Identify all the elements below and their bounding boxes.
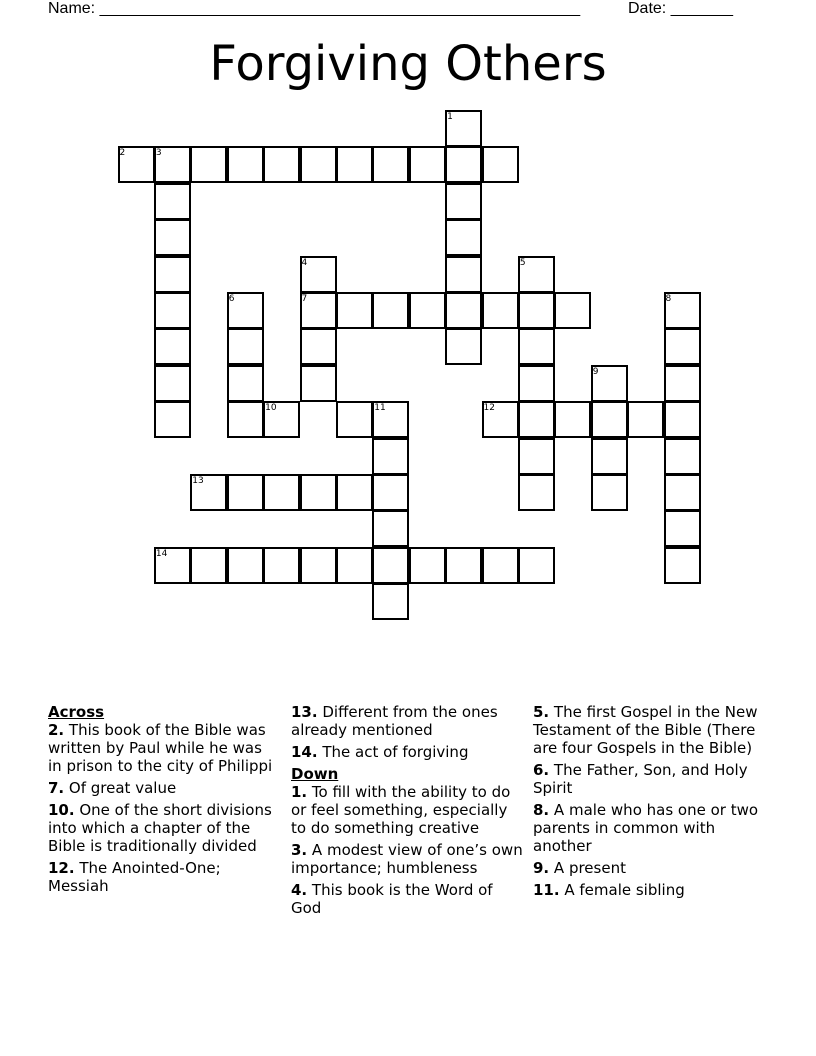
crossword-cell[interactable] [372, 474, 409, 511]
crossword-cell[interactable] [664, 365, 701, 402]
crossword-cell[interactable] [263, 474, 300, 511]
crossword-cell[interactable] [518, 365, 555, 402]
crossword-cell[interactable] [227, 365, 264, 402]
crossword-cell[interactable] [664, 474, 701, 511]
crossword-cell[interactable] [409, 292, 446, 329]
cell-number: 4 [301, 257, 308, 268]
crossword-cell[interactable] [227, 328, 264, 365]
crossword-cell[interactable] [263, 547, 300, 584]
crossword-cell[interactable] [154, 365, 191, 402]
crossword-cell[interactable] [409, 146, 446, 183]
cell-number: 13 [192, 476, 204, 486]
crossword-cell[interactable] [190, 146, 227, 183]
name-label: Name: [48, 0, 96, 17]
crossword-cell[interactable] [482, 146, 519, 183]
across-heading: Across [48, 703, 105, 721]
cell-number: 9 [592, 366, 599, 377]
crossword-cell[interactable] [445, 547, 482, 584]
crossword-cell[interactable] [336, 547, 373, 584]
date-line: _______ [670, 0, 733, 17]
crossword-cell[interactable] [300, 547, 337, 584]
clue-down-11: 11. A female sibling [533, 881, 685, 899]
cell-number: 8 [665, 294, 672, 304]
crossword-cell[interactable] [372, 583, 409, 620]
down-heading: Down [291, 765, 339, 783]
clues-column-3 [533, 703, 773, 903]
crossword-cell[interactable] [227, 146, 264, 183]
cell-number: 14 [155, 548, 168, 559]
crossword-cell[interactable] [664, 510, 701, 547]
crossword-cell[interactable] [591, 474, 628, 511]
clue-across-14: 14. The act of forgiving [291, 743, 469, 761]
cell-number: 2 [119, 148, 126, 159]
crossword-cell[interactable] [300, 146, 337, 183]
cell-number: 11 [374, 403, 386, 414]
clue-down-4: 4. This book is the Word of God [291, 881, 493, 917]
clue-across-13: 13. Different from the ones already mentioned [291, 703, 498, 739]
crossword-cell[interactable] [627, 401, 664, 438]
crossword-cell[interactable] [664, 547, 701, 584]
crossword-cell[interactable] [664, 328, 701, 365]
crossword-cell[interactable] [554, 401, 591, 438]
cell-number: 7 [301, 294, 308, 304]
crossword-cell[interactable] [190, 547, 227, 584]
crossword-cell[interactable] [300, 365, 337, 402]
clue-down-3: 3. A modest view of one’s own importance; humbleness [291, 841, 523, 877]
crossword-cell[interactable] [372, 547, 409, 584]
crossword-cell[interactable] [445, 183, 482, 220]
cell-number: 1 [447, 112, 453, 122]
crossword-cell[interactable] [591, 401, 628, 438]
crossword-cell[interactable] [300, 474, 337, 511]
crossword-cell[interactable] [336, 146, 373, 183]
crossword-cell[interactable] [336, 474, 373, 511]
cell-number: 12 [483, 403, 495, 414]
clues-column-2 [291, 703, 523, 921]
clue-across-7: 7. Of great value [48, 779, 177, 797]
crossword-cell[interactable] [227, 547, 264, 584]
crossword-cell[interactable] [372, 510, 409, 547]
crossword-cell[interactable] [154, 328, 191, 365]
crossword-cell[interactable] [518, 292, 555, 329]
name-line: ______________________________________________________ [99, 0, 581, 17]
crossword-cell[interactable] [336, 401, 373, 438]
crossword-cell[interactable] [518, 547, 555, 584]
crossword-cell[interactable] [664, 401, 701, 438]
cell-number: 5 [519, 257, 526, 268]
crossword-cell[interactable] [518, 401, 555, 438]
crossword-cell[interactable] [482, 547, 519, 584]
cell-number: 10 [265, 403, 277, 414]
crossword-cell[interactable] [154, 183, 191, 220]
crossword-cell[interactable] [409, 547, 446, 584]
crossword-cell[interactable] [154, 219, 191, 256]
crossword-cell[interactable] [372, 146, 409, 183]
crossword-cell[interactable] [518, 438, 555, 475]
crossword-cell[interactable] [445, 256, 482, 293]
clues-column-1 [48, 703, 280, 899]
crossword-cell[interactable] [372, 438, 409, 475]
crossword-cell[interactable] [263, 146, 300, 183]
clue-across-12: 12. The Anointed-One; Messiah [48, 859, 221, 895]
crossword-cell[interactable] [518, 328, 555, 365]
cell-number: 3 [155, 148, 162, 159]
crossword-cell[interactable] [664, 438, 701, 475]
clue-down-5: 5. The first Gospel in the New Testament of the Bible (There are four Gospels in the Bible) [533, 703, 758, 757]
crossword-cell[interactable] [154, 256, 191, 293]
clue-down-8: 8. A male who has one or two parents in common with another [533, 801, 759, 855]
crossword-cell[interactable] [300, 328, 337, 365]
crossword-cell[interactable] [445, 292, 482, 329]
crossword-cell[interactable] [227, 474, 264, 511]
cell-number: 6 [228, 294, 235, 304]
crossword-cell[interactable] [554, 292, 591, 329]
crossword-cell[interactable] [518, 474, 555, 511]
crossword-cell[interactable] [372, 292, 409, 329]
crossword-cell[interactable] [591, 438, 628, 475]
crossword-cell[interactable] [445, 146, 482, 183]
crossword-cell[interactable] [336, 292, 373, 329]
crossword-cell[interactable] [154, 292, 191, 329]
page-title: Forgiving Others [209, 36, 607, 92]
crossword-cell[interactable] [445, 328, 482, 365]
clue-across-10: 10. One of the short divisions into which a chapter of the Bible is traditionally divided [48, 801, 272, 855]
clue-down-1: 1. To fill with the ability to do or feel something, especially to do something creative [291, 783, 511, 837]
crossword-cell[interactable] [445, 219, 482, 256]
date-label: Date: [628, 0, 667, 17]
clue-down-6: 6. The Father, Son, and Holy Spirit [533, 761, 748, 797]
crossword-cell[interactable] [154, 401, 191, 438]
clue-down-9: 9. A present [533, 859, 626, 877]
clue-across-2: 2. This book of the Bible was written by Paul while he was in prison to the city of Philippi [48, 721, 273, 775]
crossword-cell[interactable] [227, 401, 264, 438]
crossword-cell[interactable] [482, 292, 519, 329]
